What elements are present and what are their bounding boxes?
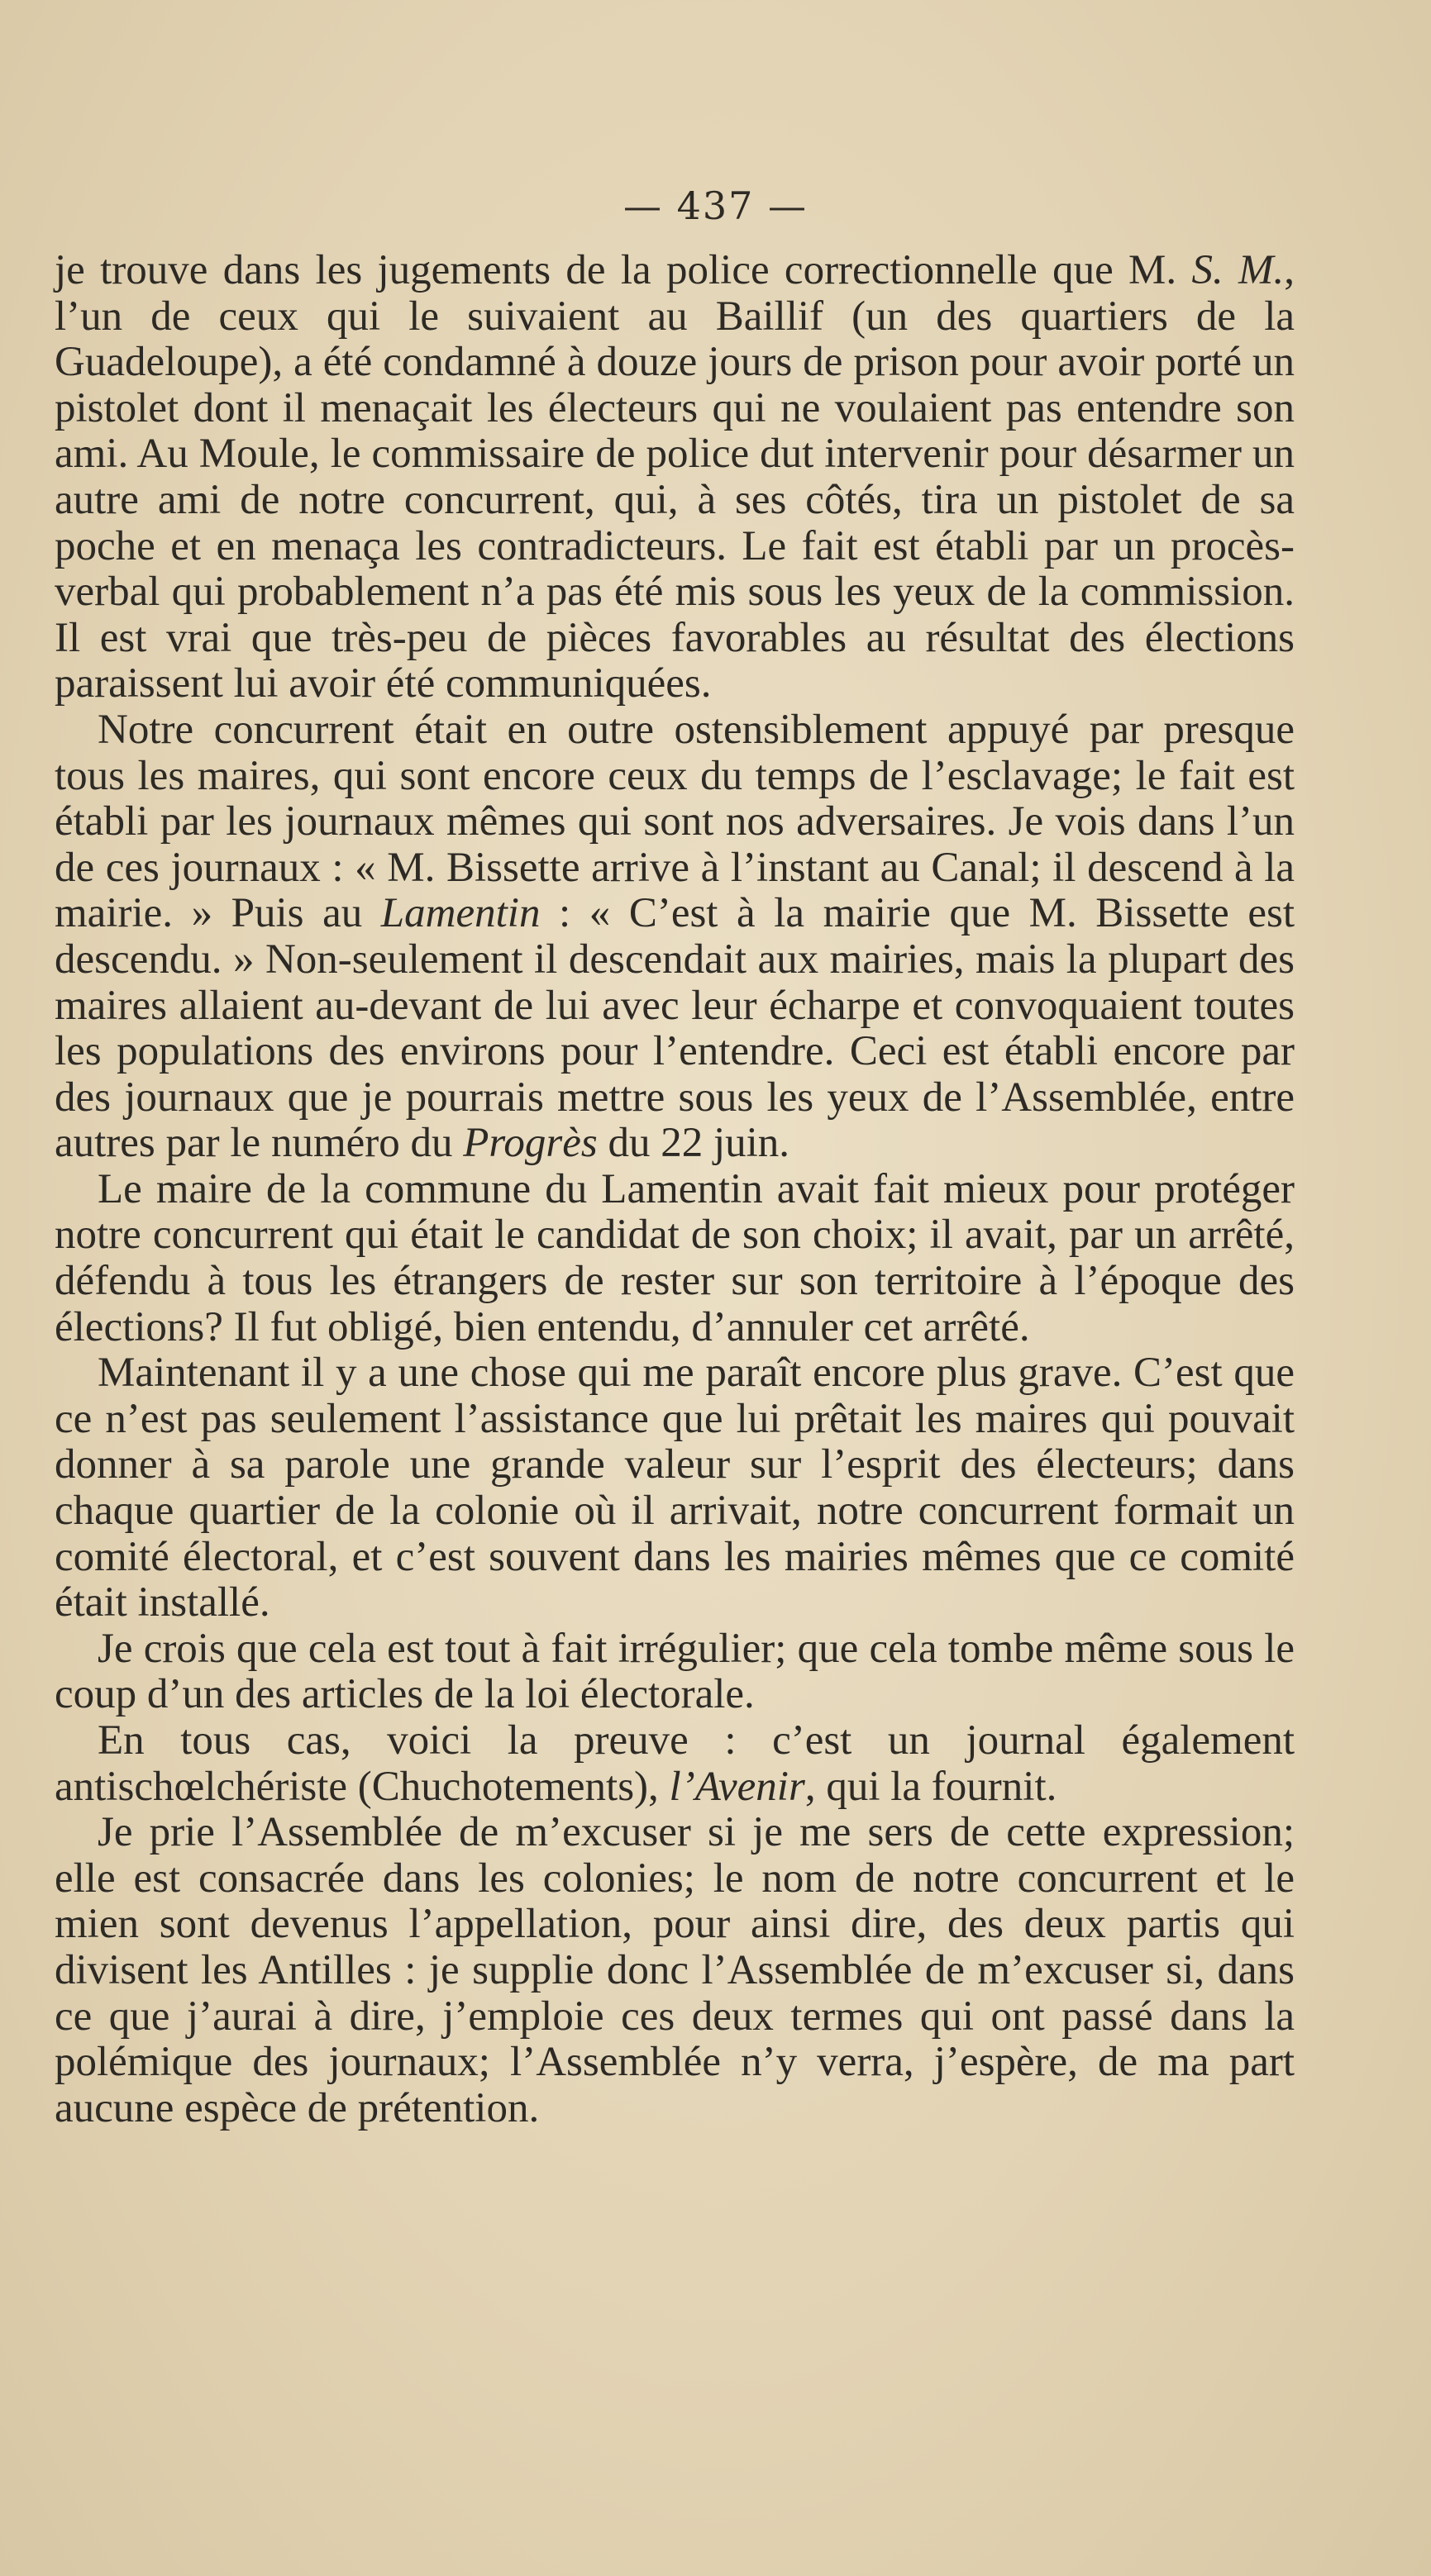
- text-run: du 22 juin.: [597, 1120, 790, 1167]
- italic-text: Progrès: [463, 1120, 598, 1167]
- text-run: Maintenant il y a une chose qui me paraît encore plus grave. C’est que ce n’est pas seulement l’assistance que lui prêtait les maires qui pouvait donner à sa parole une grande valeur sur l’esprit des électeurs; dans chaque quartier de la colonie où il arrivait, notre concurrent formait un comité électoral, et c’est souvent dans les mairies mêmes que ce comité était installé.: [55, 1350, 1295, 1626]
- italic-text: l’Avenir: [669, 1763, 805, 1810]
- paragraph: [55, 1350, 1295, 1626]
- text-run: Je prie l’Assemblée de m’excuser si je me sers de cette expression; elle est consacrée dans les colonies; le nom de notre concurrent et le mien sont devenus l’appellation, pour ainsi dire, des deux partis qui divisent les Antilles : je supplie donc l’Assemblée de m’excuser si, dans ce que j’aurai à dire, j’emploie ces deux termes qui ont passé dans la polémique des journaux; l’Assemblée n’y verra, j’espère, de ma part aucune espèce de prétention.: [55, 1809, 1295, 2131]
- paragraph: [55, 1810, 1295, 2131]
- italic-text: Lamentin: [380, 890, 541, 937]
- text-run: En tous cas, voici la preuve : c’est un journal également antischœlchériste (Chuchotements),: [55, 1717, 1295, 1810]
- italic-text: S. M.: [1191, 247, 1285, 293]
- text-run: , l’un de ceux qui le suivaient au Baillif (un des quartiers de la Guadeloupe), a été condamné à douze jours de prison pour avoir porté un pistolet dont il menaçait les électeurs qui ne voulaient pas entendre son ami. Au Moule, le commissaire de police dut intervenir pour désarmer un autre ami de notre concurrent, qui, à ses côtés, tira un pistolet de sa poche et en menaça les contradicteurs. Le fait est établi par un procès-verbal qui probablement n’a pas été mis sous les yeux de la commission. Il est vrai que très-peu de pièces favorables au résultat des élections paraissent lui avoir été communiquées.: [55, 247, 1295, 707]
- paragraph: [55, 248, 1295, 707]
- text-run: : « C’est à la mairie que M. Bissette est descendu. » Non-seulement il descendait aux mairies, mais la plupart des maires allaient au-devant de lui avec leur écharpe et convoquaient toutes les populations des environs pour l’entendre. Ceci est établi encore par des journaux que je pourrais mettre sous les yeux de l’Assemblée, entre autres par le numéro du: [55, 890, 1295, 1167]
- text-run: Le maire de la commune du Lamentin avait fait mieux pour protéger notre concurrent qui était le candidat de son choix; il avait, par un arrêté, défendu à tous les étrangers de rester sur son territoire à l’époque des élections? Il fut obligé, bien entendu, d’annuler cet arrêté.: [55, 1165, 1295, 1350]
- paragraph: [55, 1626, 1295, 1718]
- paragraph: [55, 707, 1295, 1167]
- page-number: — 437 —: [622, 183, 809, 228]
- paragraph: [55, 1167, 1295, 1350]
- body-text: [55, 248, 1295, 2131]
- text-run: Notre concurrent était en outre ostensiblement appuyé par presque tous les maires, qui sont encore ceux du temps de l’esclavage; le fait est établi par les journaux mêmes qui sont nos adversaires. Je vois dans l’un de ces journaux : « M. Bissette arrive à l’instant au Canal; il descend à la mairie. » Puis au: [55, 706, 1295, 937]
- text-run: , qui la fournit.: [804, 1763, 1057, 1810]
- text-run: Je crois que cela est tout à fait irrégulier; que cela tombe même sous le coup d’un des articles de la loi électorale.: [55, 1625, 1295, 1718]
- text-run: je trouve dans les jugements de la police correctionnelle que M.: [55, 247, 1192, 293]
- paragraph: [55, 1718, 1295, 1810]
